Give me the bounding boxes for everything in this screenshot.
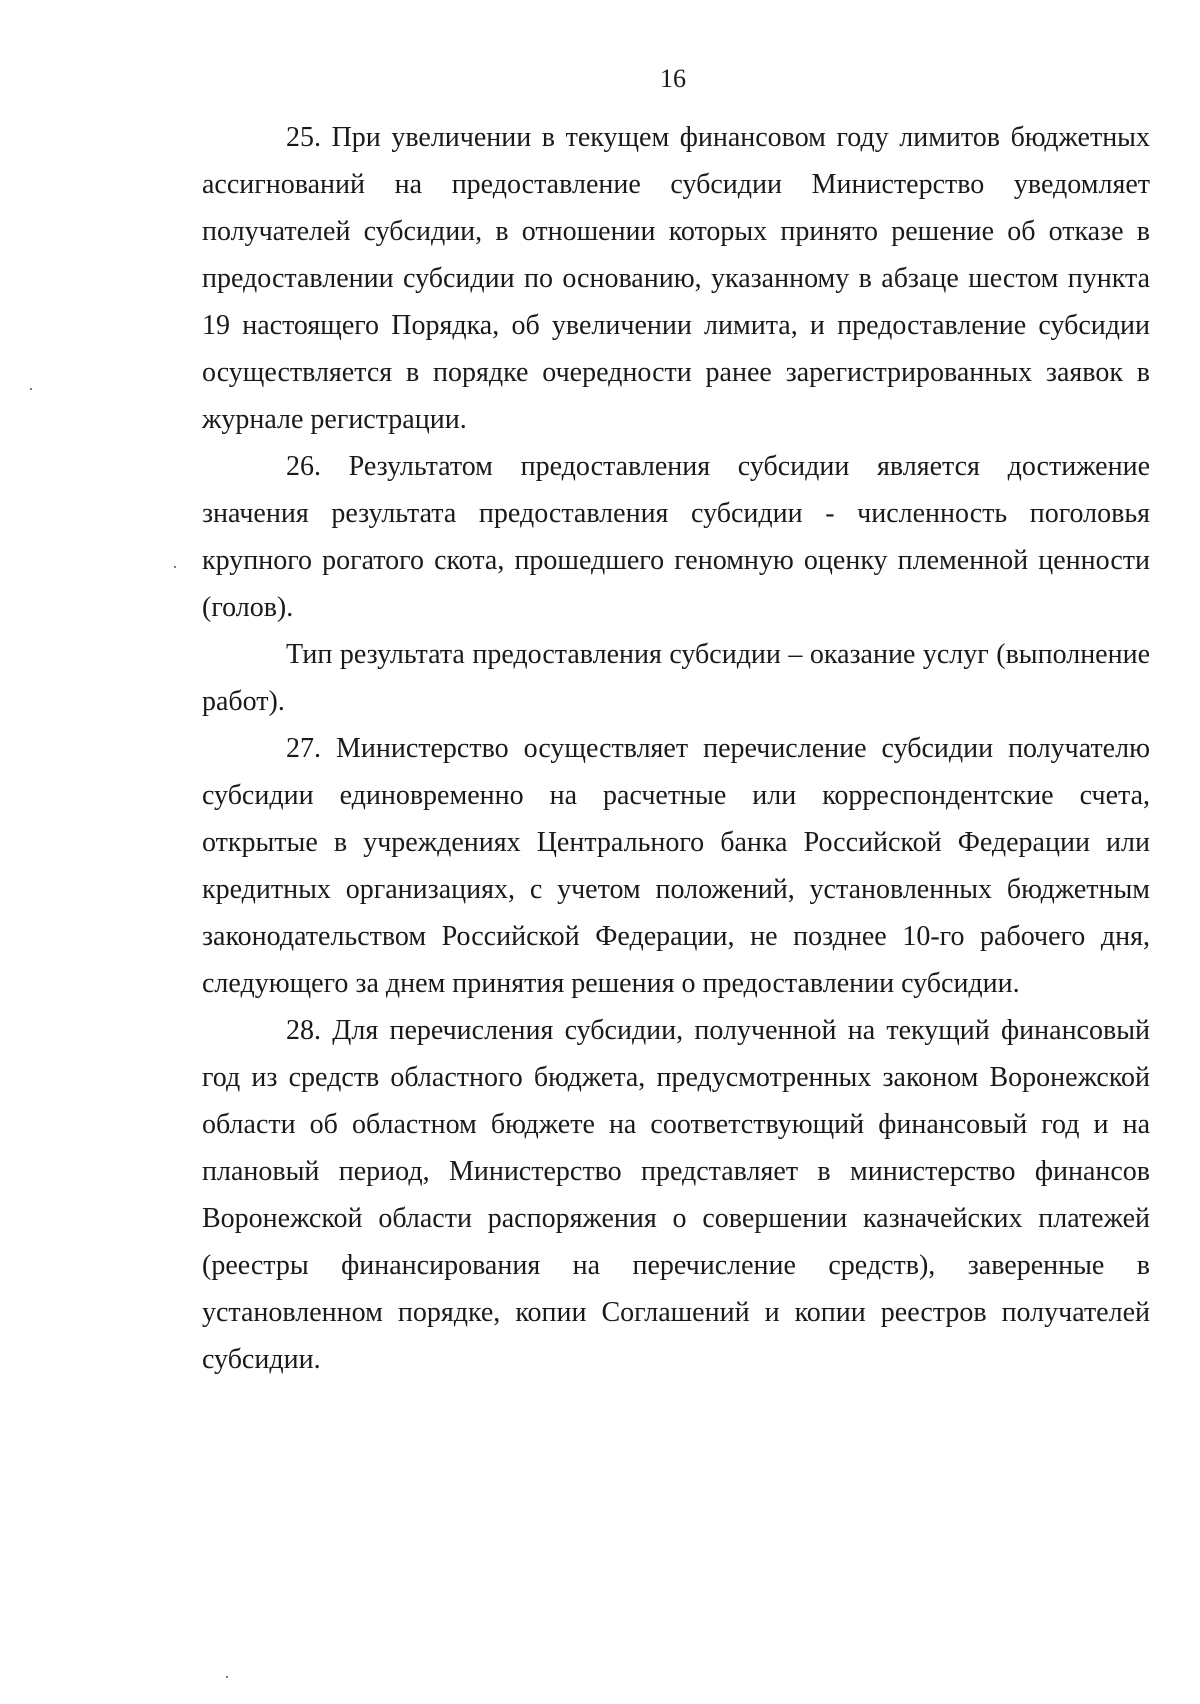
paragraph-25: 25. При увеличении в текущем финансовом году лимитов бюджетных ассигнований на предоставление субсидии Министерство уведомляет получателей субсидии, в отношении которых принято решение об отказе в предоставлении субсидии по основанию, указанному в абзаце шестом пункта 19 настоящего Порядка, об увеличении лимита, и предоставление субсидии осуществляется в порядке очередности ранее зарегистрированных заявок в журнале регистрации. <box>202 122 1150 435</box>
document-body <box>202 114 1150 1383</box>
paragraph-28: 28. Для перечисления субсидии, полученной на текущий финансовый год из средств областного бюджета, предусмотренных законом Воронежской области об областном бюджете на соответствующий финансовый год и на плановый период, Министерство представляет в министерство финансов Воронежской области распоряжения о совершении казначейских платежей (реестры финансирования на перечисление средств), заверенные в установленном порядке, копии Соглашений и копии реестров получателей субсидии. <box>202 1015 1150 1375</box>
paragraph-result-type: Тип результата предоставления субсидии – оказание услуг (выполнение работ). <box>202 639 1150 717</box>
paragraph-27: 27. Министерство осуществляет перечисление субсидии получателю субсидии единовременно на расчетные или корреспондентские счета, открытые в учреждениях Центрального банка Российской Федерации или кредитных организациях, с учетом положений, установленных бюджетным законодательством Российской Федерации, не позднее 10-го рабочего дня, следующего за днем принятия решения о предоставлении субсидии. <box>202 733 1150 999</box>
scan-speck <box>30 388 32 390</box>
paragraph-26: 26. Результатом предоставления субсидии является достижение значения результата предоставления субсидии - численность поголовья крупного рогатого скота, прошедшего геномную оценку племенной ценности (голов). <box>202 451 1150 623</box>
page-number: 16 <box>660 64 686 93</box>
scan-speck <box>174 566 176 568</box>
scan-speck <box>226 1676 228 1678</box>
